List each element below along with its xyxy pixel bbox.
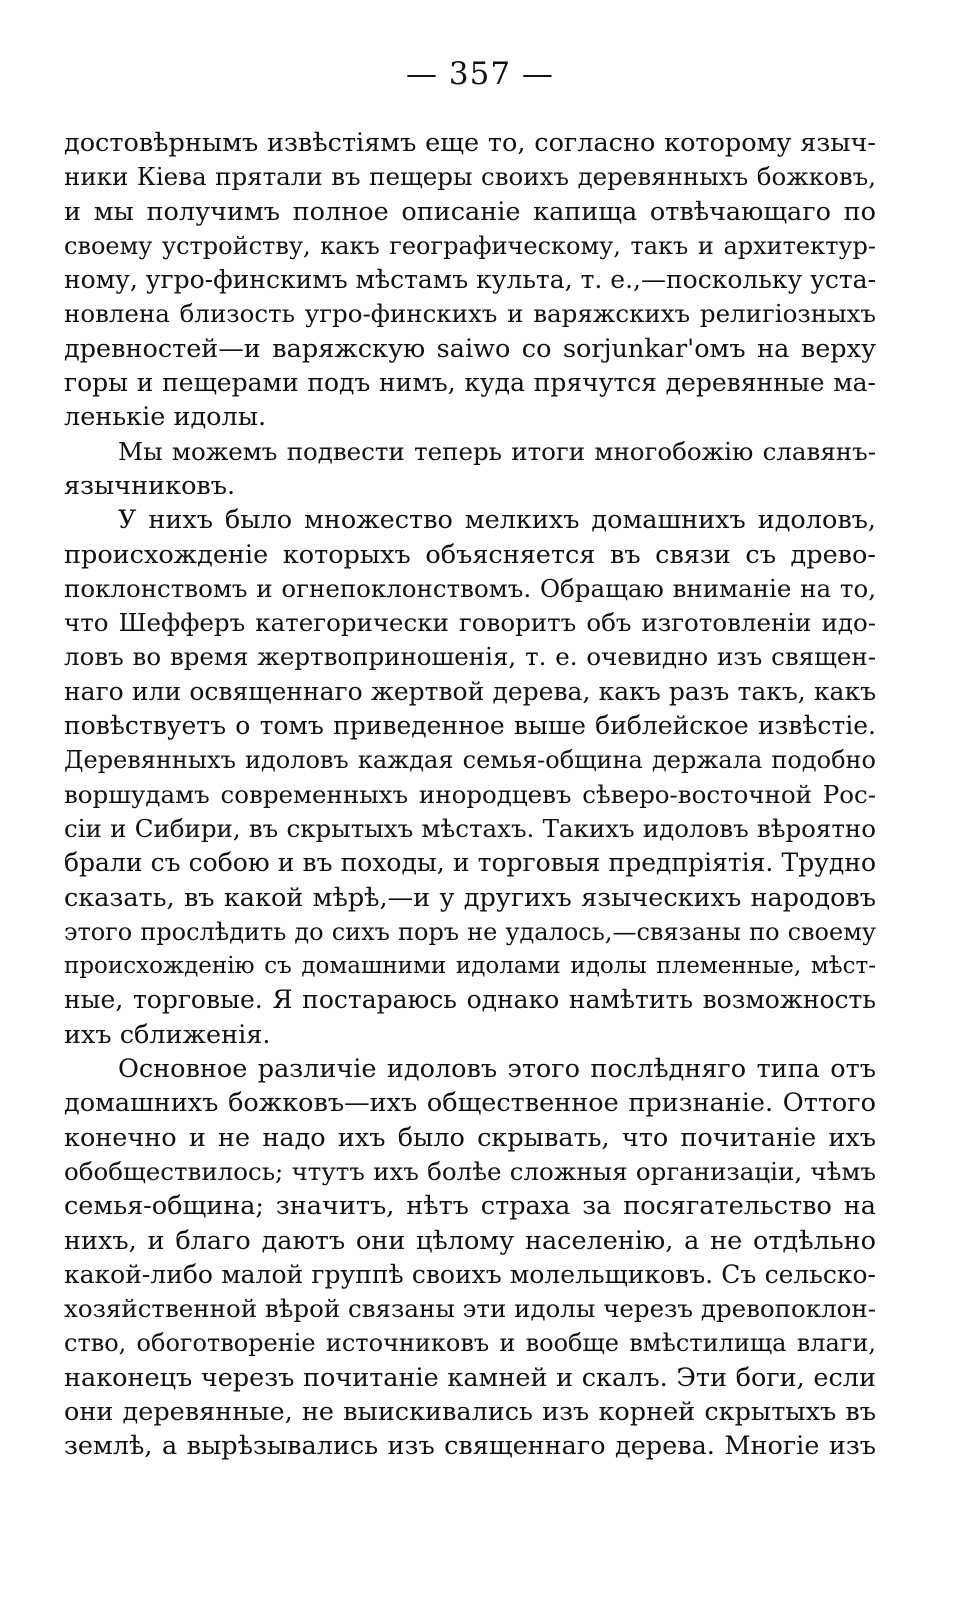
text-line: язычниковъ.	[64, 470, 236, 501]
text-line: происхожденіе которыхъ объясняется въ связи съ древо-	[64, 539, 876, 570]
text-line: древностей—и варяжскую saiwo со sorjunkar'омъ на верху	[64, 333, 876, 364]
text-line: ному, угро-финскимъ мѣстамъ культа, т. е.,—поскольку уста-	[64, 265, 876, 295]
text-line: поклонствомъ и огнепоклонствомъ. Обращаю вниманіе на то,	[64, 573, 876, 603]
text-line: ихъ сближенія.	[64, 1019, 271, 1050]
text-line: что Шефферъ категорически говоритъ объ изготовленіи идо-	[64, 608, 876, 638]
text-line: нихъ, и благо даютъ они цѣлому населенію, а не отдѣльно	[64, 1225, 876, 1256]
text-line: Основное различіе идоловъ этого послѣдняго типа отъ	[118, 1054, 876, 1085]
text-line: брали съ собою и въ походы, и торговыя предпріятія. Трудно	[64, 848, 876, 878]
text-line: происхожденію съ домашними идолами идолы племенные, мѣст-	[64, 953, 876, 980]
text-line: домашнихъ божковъ—ихъ общественное признаніе. Оттого	[64, 1088, 876, 1119]
text-line: землѣ, а вырѣзывались изъ священнаго дерева. Многіе изъ	[64, 1431, 876, 1462]
text-line: конечно и не надо ихъ было скрывать, что почитаніе ихъ	[64, 1122, 876, 1153]
text-line: повѣствуетъ о томъ приведенное выше библейское извѣстіе.	[64, 711, 876, 741]
text-line: воршудамъ современныхъ инородцевъ сѣверо-восточной Рос-	[64, 779, 876, 809]
text-line: ные, торговые. Я постараюсь однако намѣтить возможность	[64, 985, 876, 1015]
text-line: новлена близость угро-финскихъ и варяжскихъ религіозныхъ	[64, 299, 876, 329]
text-line: ство, обоготвореніе источниковъ и вообще вмѣстилища влаги,	[64, 1329, 876, 1358]
text-line: семья-община; значитъ, нѣтъ страха за посягательство на	[64, 1191, 876, 1222]
text-line: достовѣрнымъ извѣстіямъ еще то, согласно которому языч-	[64, 128, 876, 158]
text-line: своему устройству, какъ географическому, такъ и архитектур-	[64, 231, 876, 260]
text-line: горы и пещерами подъ нимъ, куда прячутся деревянные ма-	[64, 368, 876, 398]
text-line: наго или освященнаго жертвой дерева, какъ разъ такъ, какъ	[64, 676, 876, 706]
text-line: Деревянныхъ идоловъ каждая семья-община держала подобно	[64, 746, 876, 775]
text-line: ленькіе идолы.	[64, 402, 267, 433]
text-line: сказать, въ какой мѣрѣ,—и у другихъ языческихъ народовъ	[64, 882, 876, 913]
text-line: наконецъ черезъ почитаніе камней и скалъ. Эти боги, если	[64, 1362, 876, 1393]
text-line: Мы можемъ подвести теперь итоги многобожію славянъ-	[118, 436, 876, 466]
text-line: обобществилось; чтутъ ихъ болѣе сложныя организаціи, чѣмъ	[64, 1156, 876, 1186]
page-number: — 357 —	[406, 56, 554, 92]
text-line: какой-либо малой группѣ своихъ молельщиковъ. Съ сельско-	[64, 1259, 876, 1289]
text-line: хозяйственной вѣрой связаны эти идолы черезъ древопоклон-	[64, 1294, 876, 1324]
text-line: сіи и Сибири, въ скрытыхъ мѣстахъ. Такихъ идоловъ вѣроятно	[64, 813, 876, 843]
text-line: и мы получимъ полное описаніе капища отвѣчающаго по	[64, 196, 876, 227]
text-line: У нихъ было множество мелкихъ домашнихъ идоловъ,	[118, 505, 876, 536]
text-line: они деревянные, не выискивались изъ корней скрытыхъ въ	[64, 1396, 876, 1427]
text-line: этого прослѣдить до сихъ поръ не удалось,—связаны по своему	[64, 917, 876, 946]
body-text	[64, 126, 876, 1464]
text-line: ники Кіева прятали въ пещеры своихъ деревянныхъ божковъ,	[64, 162, 876, 192]
text-line: ловъ во время жертвоприношенія, т. е. очевидно изъ священ-	[64, 642, 876, 672]
